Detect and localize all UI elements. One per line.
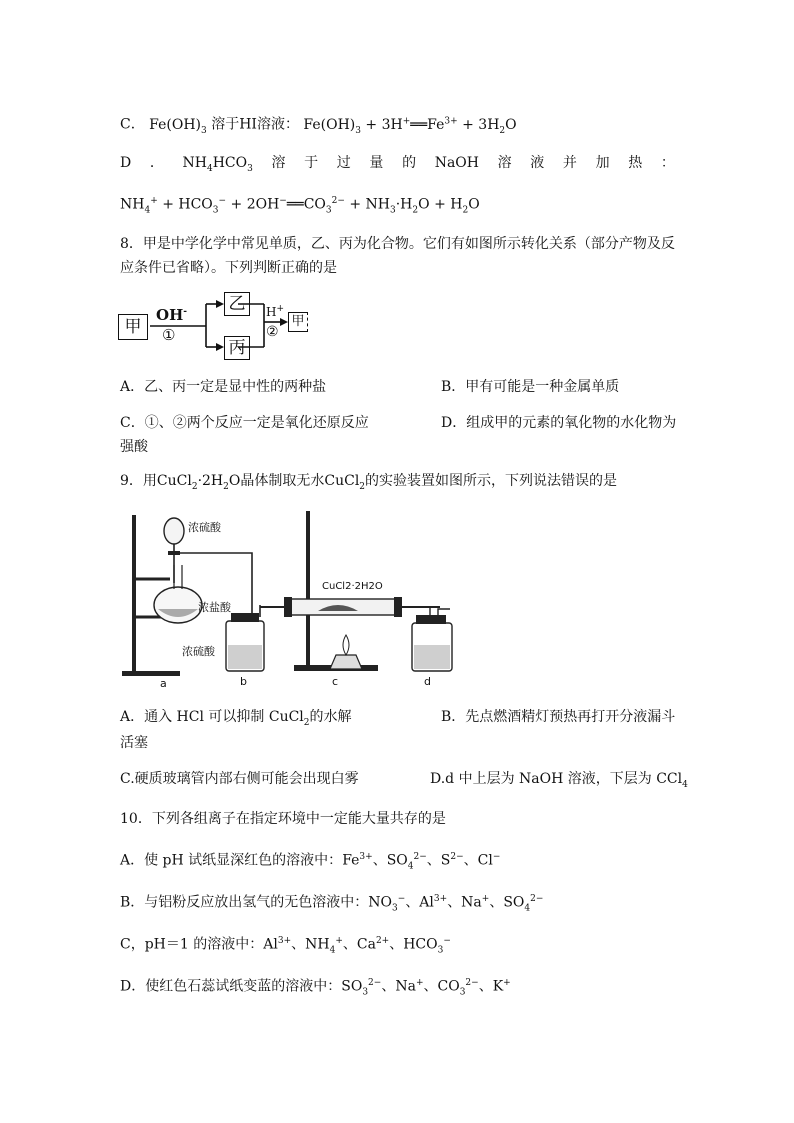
q8-stem: 8．甲是中学化学中常见单质，乙、丙为化合物。它们有如图所示转化关系（部分产物及反应条件已省略）。下列判断正确的是 [120, 236, 675, 276]
step-one: ① [162, 326, 176, 344]
q8-diagram [118, 290, 318, 360]
q9-d-text: D.d 中上层为 NaOH 溶液，下层为 CCl [430, 771, 683, 787]
formula-nh4hco3: $NH_4HCO_3$ [182, 155, 253, 174]
q9-stem [120, 470, 617, 498]
q8-option-d: D．组成甲的元素的氧化物的水化物为 [441, 415, 677, 431]
q9-apparatus [118, 505, 468, 690]
q9-option-d: D.d 中上层为 NaOH 溶液，下层为 CCl$_4$ [430, 771, 688, 790]
reagent-oh: OH- [156, 306, 187, 324]
d-char: 量 [369, 155, 384, 171]
option-d-dot: ． [149, 155, 164, 171]
label-c: c [332, 675, 339, 688]
q10-d-text: D．使红色石蕊试纸变蓝的溶液中： [120, 978, 342, 995]
d-char: 溶 [497, 155, 512, 171]
q10-option-d: D．使红色石蕊试纸变蓝的溶液中：$SO_3^{2-}$、Na+、$CO_3^{2-}$、K+ [120, 978, 511, 998]
d-char: 热 [628, 155, 643, 171]
label-conc-hcl: 浓盐酸 [198, 601, 231, 614]
q9-stem-c: 的实验装置如图所示，下列说法错误的是 [365, 473, 618, 489]
q10-a-text: A．使 pH 试纸显深红色的溶液中： [120, 852, 343, 869]
equation-c: $Fe(OH)_3$ + $3H^+══Fe^{3+} + 3H_2O$ [303, 116, 517, 136]
box-bing: 丙 [224, 336, 250, 360]
q10-b-text: B．与铝粉反应放出氢气的无色溶液中： [120, 894, 369, 911]
formula-feoh3: $Fe(OH)_3$ [149, 116, 207, 136]
apparatus-drawing [118, 505, 468, 690]
step-two: ② [266, 324, 279, 340]
q8-option-c: C．①、②两个反应一定是氧化还原反应 [120, 415, 369, 431]
label-a: a [160, 677, 167, 690]
q9-stem-a: 9．用 [120, 473, 157, 489]
d-char: 加 [595, 155, 610, 171]
q10-option-b: B．与铝粉反应放出氢气的无色溶液中：$NO_3^-$、$Al^{3+}$、Na+、$SO_4^{2-}$ [120, 894, 544, 914]
option-d-line [120, 152, 675, 180]
box-yi: 乙 [224, 292, 250, 316]
q9-option-a: A．通入 HCl 可以抑制 CuCl$_2$的水解 [120, 709, 352, 728]
formula-cucl2: CuCl$_2$ [324, 473, 366, 492]
q9-option-c: C.硬质玻璃管内部右侧可能会出现白雾 [120, 771, 359, 787]
d-char: 溶 [271, 155, 286, 171]
label-conc-h2so4-bottle: 浓硫酸 [182, 645, 215, 658]
label-conc-h2so4-top: 浓硫酸 [188, 521, 221, 534]
q10-option-c: C，pH＝1 的溶液中：$Al^{3+}$、$NH_4^+$、$Ca^{2+}$、$HCO_3^-$ [120, 936, 451, 956]
q8-option-a: A．乙、丙一定是显中性的两种盐 [120, 379, 327, 395]
d-char: ： [660, 155, 675, 171]
d-char: NaOH [434, 155, 479, 171]
q9-a-text: A．通入 HCl 可以抑制 CuCl [120, 709, 304, 725]
q9-option-b-cont: 活塞 [120, 735, 148, 751]
d-char: 并 [562, 155, 577, 171]
d-char: 的 [402, 155, 417, 171]
d-char: 于 [304, 155, 319, 171]
q8-option-d-cont: 强酸 [120, 439, 148, 455]
equation-d: $NH_4^+ + HCO_3^-$ + $2OH^-══CO_3^{2-} + NH_3\cdot H_2O + H_2O$ [120, 196, 480, 216]
q8-option-b: B．甲有可能是一种金属单质 [441, 379, 620, 395]
q9-option-b: B．先点燃酒精灯预热再打开分液漏斗 [441, 709, 676, 725]
q9-stem-b: 晶体制取无水 [240, 473, 325, 489]
reagent-h: H+ [266, 304, 285, 319]
option-c-line [120, 110, 517, 141]
q10-option-a: A．使 pH 试纸显深红色的溶液中：$Fe^{3+}$、$SO_4^{2-}$、$S^{2-}$、Cl− [120, 852, 501, 872]
label-b: b [240, 675, 247, 688]
d-char: 过 [336, 155, 351, 171]
d-char: 液 [530, 155, 545, 171]
formula-cucl2-2h2o: $CuCl_2\cdot 2H_2O$ [156, 473, 241, 492]
q10-c-text: C，pH＝1 的溶液中： [120, 936, 264, 953]
label-cucl2: CuCl2·2H2O [322, 581, 383, 592]
label-d: d [424, 675, 431, 688]
option-c-label: C． [120, 116, 145, 133]
option-c-text: 溶于HI溶液： [211, 116, 299, 133]
q9-a-tail: 的水解 [309, 709, 352, 725]
box-jia: 甲 [118, 314, 148, 340]
q10-stem: 10．下列各组离子在指定环境中一定能大量共存的是 [120, 811, 446, 827]
option-d-label: D [120, 155, 132, 171]
box-jia-product: 甲 [288, 312, 308, 332]
